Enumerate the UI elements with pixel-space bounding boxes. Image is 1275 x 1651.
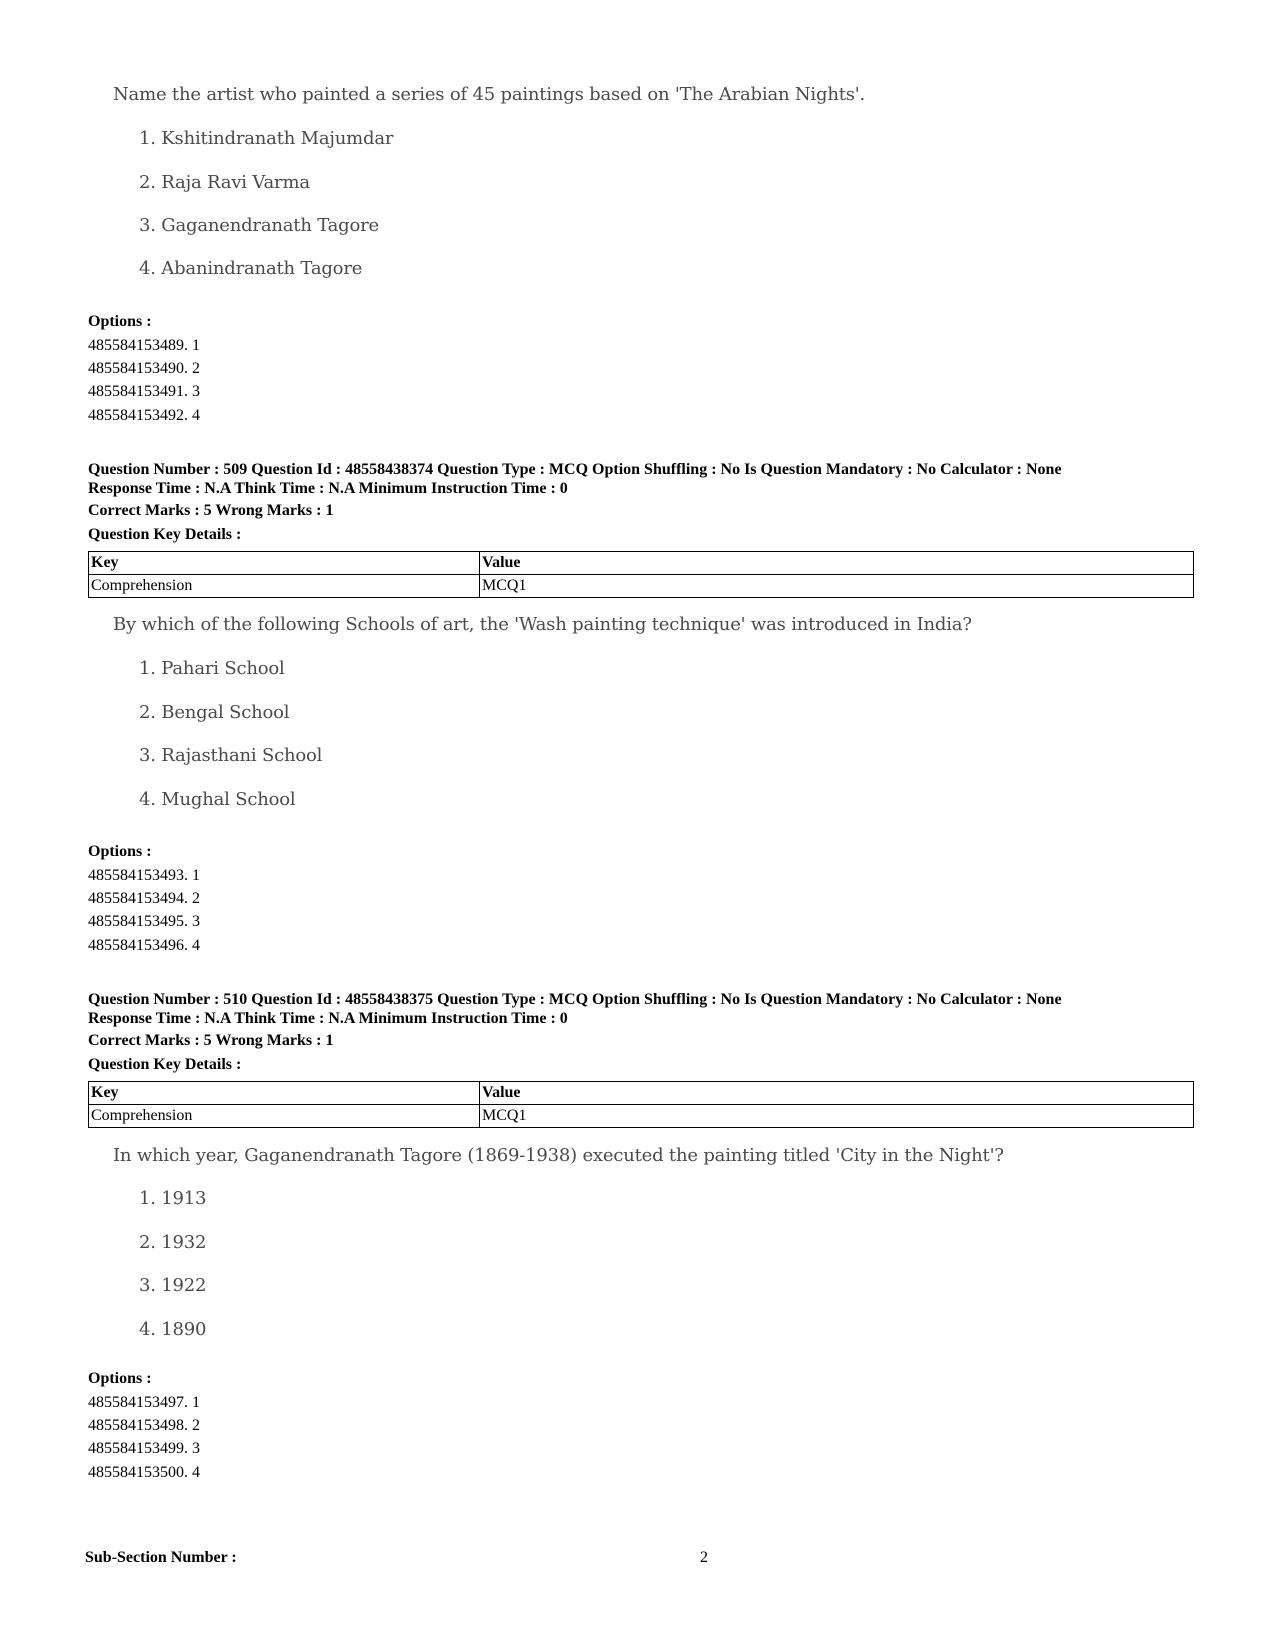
choice-4: 4. Abanindranath Tagore <box>139 258 363 279</box>
header-value: Value <box>480 1082 1194 1105</box>
page-number: 2 <box>700 1549 708 1566</box>
question-509-meta <box>88 460 1062 498</box>
choice-3: 3. Gaganendranath Tagore <box>139 215 379 236</box>
header-key: Key <box>89 1082 480 1105</box>
option-id-2: 485584153498. 2 <box>88 1417 200 1434</box>
choice-3: 3. 1922 <box>139 1275 207 1296</box>
question-stem: Name the artist who painted a series of 45 paintings based on 'The Arabian Nights'. <box>113 84 866 105</box>
choice-2: 2. Raja Ravi Varma <box>139 172 310 193</box>
option-id-3: 485584153491. 3 <box>88 383 200 400</box>
marks-line: Correct Marks : 5 Wrong Marks : 1 <box>88 1032 334 1049</box>
key-details-table <box>88 551 1194 598</box>
choice-2: 2. 1932 <box>139 1232 207 1253</box>
option-id-4: 485584153496. 4 <box>88 937 200 954</box>
table-header-row <box>89 552 1194 575</box>
option-id-3: 485584153495. 3 <box>88 913 200 930</box>
question-stem: In which year, Gaganendranath Tagore (1869-1938) executed the painting titled 'City in the Night'? <box>113 1145 1004 1166</box>
option-id-2: 485584153494. 2 <box>88 890 200 907</box>
cell-value: MCQ1 <box>480 575 1194 598</box>
choice-3: 3. Rajasthani School <box>139 745 323 766</box>
cell-key: Comprehension <box>89 575 480 598</box>
marks-line: Correct Marks : 5 Wrong Marks : 1 <box>88 502 334 519</box>
choice-2: 2. Bengal School <box>139 702 290 723</box>
option-id-1: 485584153497. 1 <box>88 1394 200 1411</box>
question-510-meta <box>88 990 1062 1028</box>
choice-1: 1. Kshitindranath Majumdar <box>139 128 394 149</box>
option-id-1: 485584153489. 1 <box>88 337 200 354</box>
header-value: Value <box>480 552 1194 575</box>
header-key: Key <box>89 552 480 575</box>
subsection-label: Sub-Section Number : <box>85 1549 237 1566</box>
option-id-4: 485584153500. 4 <box>88 1464 200 1481</box>
option-id-2: 485584153490. 2 <box>88 360 200 377</box>
table-header-row <box>89 1082 1194 1105</box>
meta-line-1: Question Number : 509 Question Id : 48558438374 Question Type : MCQ Option Shuffling : No Is Question Mandatory : No Calculator : None <box>88 461 1062 478</box>
cell-key: Comprehension <box>89 1105 480 1128</box>
choice-4: 4. 1890 <box>139 1319 207 1340</box>
options-label: Options : <box>88 1370 152 1387</box>
question-stem: By which of the following Schools of art, the 'Wash painting technique' was introduced in India? <box>113 614 972 635</box>
meta-line-2: Response Time : N.A Think Time : N.A Minimum Instruction Time : 0 <box>88 480 568 497</box>
key-details-label: Question Key Details : <box>88 526 242 543</box>
cell-value: MCQ1 <box>480 1105 1194 1128</box>
option-id-4: 485584153492. 4 <box>88 407 200 424</box>
table-row <box>89 575 1194 598</box>
meta-line-2: Response Time : N.A Think Time : N.A Minimum Instruction Time : 0 <box>88 1010 568 1027</box>
key-details-label: Question Key Details : <box>88 1056 242 1073</box>
choice-4: 4. Mughal School <box>139 789 296 810</box>
choice-1: 1. Pahari School <box>139 658 285 679</box>
options-label: Options : <box>88 313 152 330</box>
meta-line-1: Question Number : 510 Question Id : 48558438375 Question Type : MCQ Option Shuffling : No Is Question Mandatory : No Calculator : None <box>88 991 1062 1008</box>
option-id-3: 485584153499. 3 <box>88 1440 200 1457</box>
options-label: Options : <box>88 843 152 860</box>
key-details-table <box>88 1081 1194 1128</box>
table-row <box>89 1105 1194 1128</box>
choice-1: 1. 1913 <box>139 1188 207 1209</box>
option-id-1: 485584153493. 1 <box>88 867 200 884</box>
